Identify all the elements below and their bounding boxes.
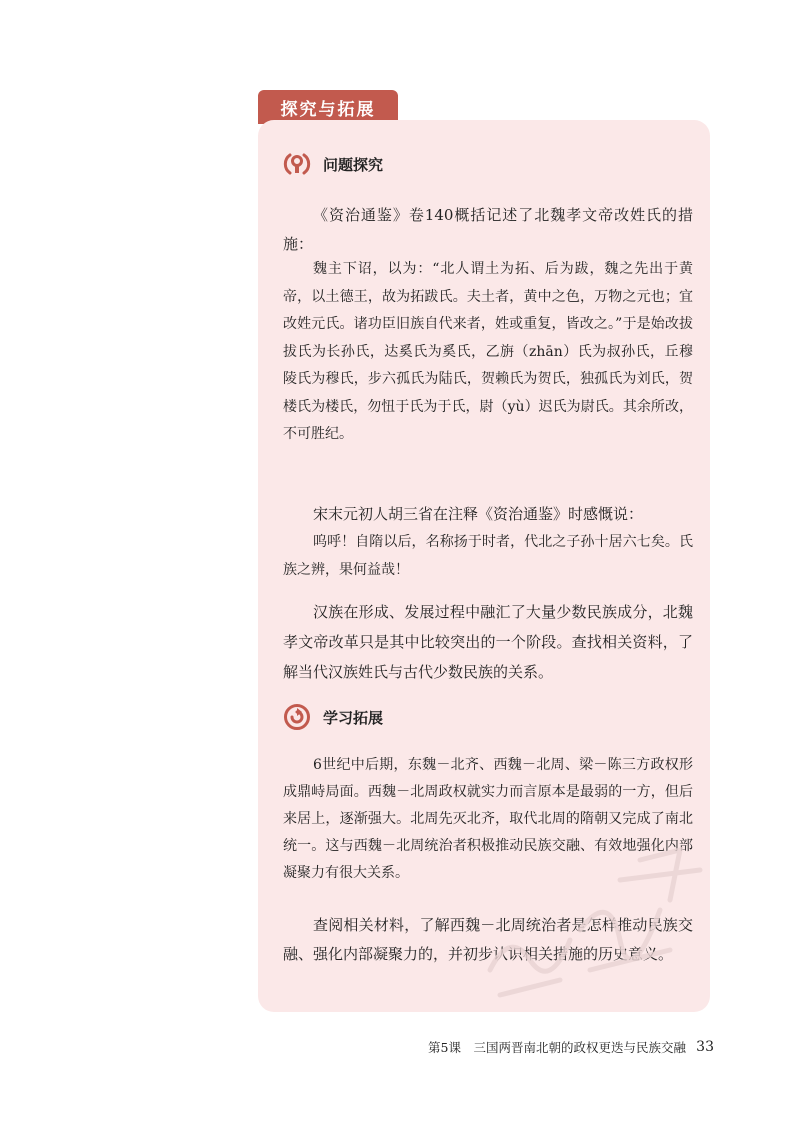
refresh-cycle-icon [283, 703, 311, 731]
problem-quote-2: 呜呼！自隋以后，名称扬于时者，代北之子孙十居六七矣。氏族之辨，果何益哉！ [283, 534, 693, 578]
extend-task: 查阅相关材料，了解西魏－北周统治者是怎样推动民族交融、强化内部凝聚力的，并初步认识相关措施的历史意义。 [283, 916, 693, 963]
problem-task: 汉族在形成、发展过程中融汇了大量少数民族成分，北魏孝文帝改革只是其中比较突出的一个阶段。查找相关资料，了解当代汉族姓氏与古代少数民族的关系。 [283, 603, 693, 681]
problem-note: 宋末元初人胡三省在注释《资治通鉴》时感慨说： [313, 505, 644, 523]
section-header-tab: 探究与拓展 [258, 90, 398, 124]
problem-intro: 《资治通鉴》卷140概括记述了北魏孝文帝改姓氏的措施： [283, 206, 693, 253]
problem-section-title: 问题探究 [323, 155, 384, 174]
lightbulb-question-icon [283, 150, 311, 178]
problem-quote-1: 魏主下诏，以为：“北人谓土为拓、后为跋，魏之先出于黄帝，以土德王，故为拓跋氏。夫土者，黄中之色，万物之元也；宜改姓元氏。诸功臣旧族自代来者，姓或重复，皆改之。”于是始改拔拔氏为长孙氏，达奚氏为奚氏，乙旃（zhān）氏为叔孙氏，丘穆陵氏为穆氏，步六孤氏为陆氏，贺赖氏为贺氏，独孤氏为刘氏，贺楼氏为楼氏，勿忸于氏为于氏，尉（yù）迟氏为尉氏。其余所改，不可胜纪。 [283, 261, 693, 442]
extend-section-title: 学习拓展 [323, 708, 384, 727]
page-number: 33 [696, 1039, 714, 1055]
extend-section-heading [283, 703, 383, 731]
extend-text: 6世纪中后期，东魏－北齐、西魏－北周、梁－陈三方政权形成鼎峙局面。西魏－北周政权就实力而言原本是最弱的一方，但后来居上，逐渐强大。北周先灭北齐，取代北周的隋朝又完成了南北统一。这与西魏－北周统治者积极推动民族交融、有效地强化内部凝聚力有很大关系。 [283, 757, 693, 881]
page-footer [428, 1038, 714, 1056]
problem-section-heading [283, 150, 383, 178]
lesson-title: 第5课 三国两晋南北朝的政权更迭与民族交融 [428, 1040, 686, 1055]
